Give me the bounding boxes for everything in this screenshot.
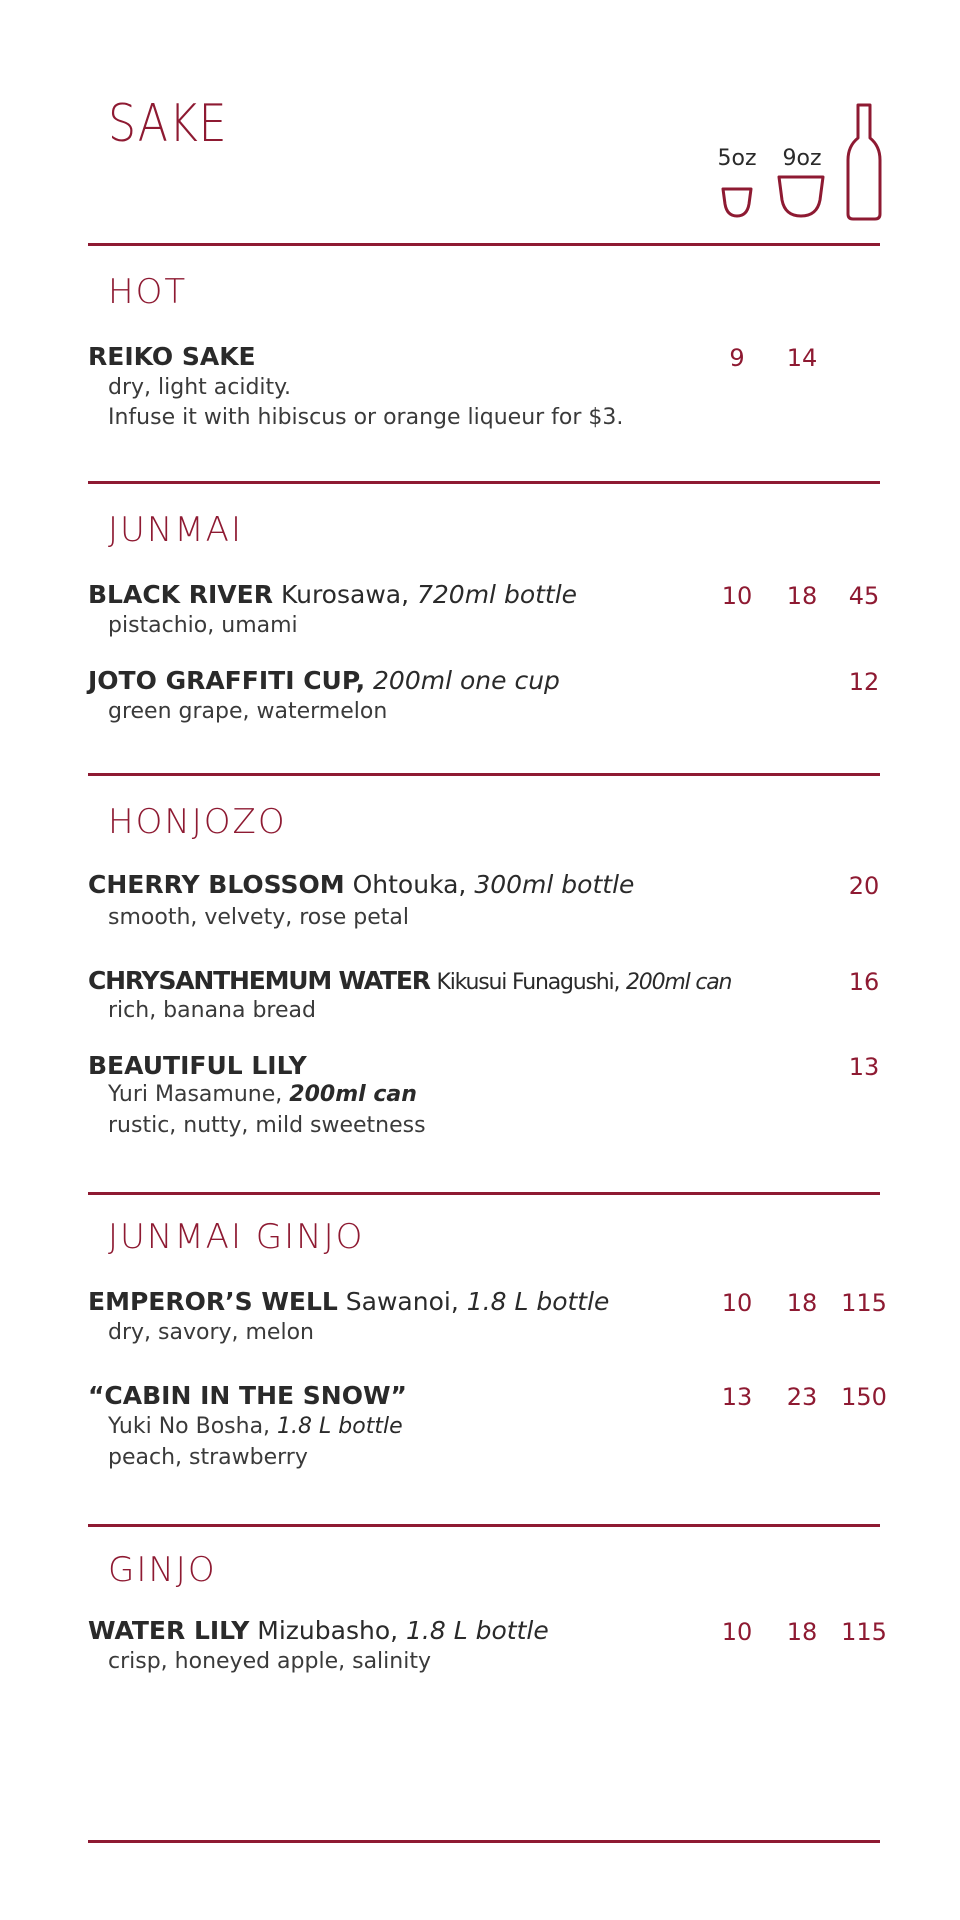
item-name: “CABIN IN THE SNOW” [88, 1381, 407, 1410]
section-heading-hot: HOT [108, 272, 188, 312]
item-description: rich, banana bread [108, 998, 316, 1023]
item-name: BLACK RIVER [88, 580, 273, 609]
item-format: 720ml bottle [416, 580, 578, 609]
menu-item-name-line [88, 1051, 307, 1080]
item-name: JOTO GRAFFITI CUP, [88, 666, 366, 695]
item-description: smooth, velvety, rose petal [108, 905, 409, 930]
item-name: EMPEROR’S WELL [88, 1287, 338, 1316]
item-producer-line [108, 1414, 403, 1439]
menu-item-name-line [88, 966, 731, 995]
item-format: 1.8 L bottle [277, 1414, 403, 1439]
price-bottle: 16 [848, 968, 880, 996]
item-description: dry, savory, melon [108, 1320, 314, 1345]
large-glass-icon [776, 174, 826, 220]
item-format: 1.8 L bottle [466, 1287, 610, 1316]
price-bottle: 20 [848, 872, 880, 900]
item-name: BEAUTIFUL LILY [88, 1051, 307, 1080]
item-description: rustic, nutty, mild sweetness [108, 1113, 426, 1138]
bottle-icon [845, 102, 883, 222]
item-producer-line [108, 1082, 417, 1107]
price-9oz: 18 [786, 1618, 818, 1646]
price-5oz: 10 [721, 582, 753, 610]
menu-item-name-line [88, 1381, 407, 1410]
price-9oz: 18 [786, 582, 818, 610]
divider-rule [88, 1192, 880, 1195]
item-name: CHRYSANTHEMUM WATER [88, 966, 430, 995]
price-bottle: 45 [848, 582, 880, 610]
item-producer: Kikusui Funagushi, [436, 970, 620, 995]
item-format: 200ml can [626, 970, 732, 995]
price-bottle: 13 [848, 1053, 880, 1081]
item-name: CHERRY BLOSSOM [88, 870, 345, 899]
section-heading-ginjo: GINJO [108, 1550, 217, 1590]
menu-title: SAKE [108, 94, 228, 154]
price-9oz: 14 [786, 344, 818, 372]
menu-item-name-line [88, 1616, 549, 1645]
item-description: crisp, honeyed apple, salinity [108, 1649, 431, 1674]
item-description: peach, strawberry [108, 1445, 308, 1470]
section-heading-honjozo: HONJOZO [108, 802, 287, 842]
item-format: 300ml bottle [474, 870, 635, 899]
menu-item-name-line [88, 580, 577, 609]
menu-item-name-line [88, 666, 560, 695]
price-5oz: 10 [721, 1289, 753, 1317]
price-9oz: 23 [786, 1383, 818, 1411]
price-bottle: 12 [848, 668, 880, 696]
item-name: REIKO SAKE [88, 342, 256, 371]
price-5oz: 13 [721, 1383, 753, 1411]
item-format: 1.8 L bottle [406, 1616, 549, 1645]
item-producer: Kurosawa, [280, 580, 410, 609]
item-producer: Yuki No Bosha, [108, 1414, 271, 1439]
item-description: dry, light acidity. [108, 375, 292, 400]
item-producer: Mizubasho, [257, 1616, 399, 1645]
divider-rule [88, 773, 880, 776]
section-heading-junmai-ginjo: JUNMAI GINJO [108, 1217, 365, 1257]
item-description: pistachio, umami [108, 613, 298, 638]
size-label-5oz: 5oz [717, 146, 757, 171]
menu-item-name-line [88, 1287, 609, 1316]
divider-rule [88, 481, 880, 484]
item-producer: Yuri Masamune, [108, 1082, 283, 1107]
item-format: 200ml one cup [373, 666, 560, 695]
divider-rule [88, 243, 880, 246]
item-format: 200ml can [289, 1082, 417, 1107]
price-9oz: 18 [786, 1289, 818, 1317]
item-description: Infuse it with hibiscus or orange liqueur for $3. [108, 405, 624, 430]
price-bottle: 150 [841, 1383, 887, 1411]
menu-item-name-line [88, 342, 256, 371]
price-5oz: 10 [721, 1618, 753, 1646]
menu-item-name-line [88, 870, 634, 899]
divider-rule [88, 1840, 880, 1843]
section-heading-junmai: JUNMAI [108, 510, 243, 550]
small-glass-icon [720, 186, 754, 220]
size-label-9oz: 9oz [782, 146, 822, 171]
price-bottle: 115 [841, 1289, 887, 1317]
divider-rule [88, 1524, 880, 1527]
price-bottle: 115 [841, 1618, 887, 1646]
item-producer: Ohtouka, [352, 870, 467, 899]
item-description: green grape, watermelon [108, 699, 388, 724]
item-producer: Sawanoi, [345, 1287, 459, 1316]
item-name: WATER LILY [88, 1616, 250, 1645]
price-5oz: 9 [729, 344, 745, 372]
